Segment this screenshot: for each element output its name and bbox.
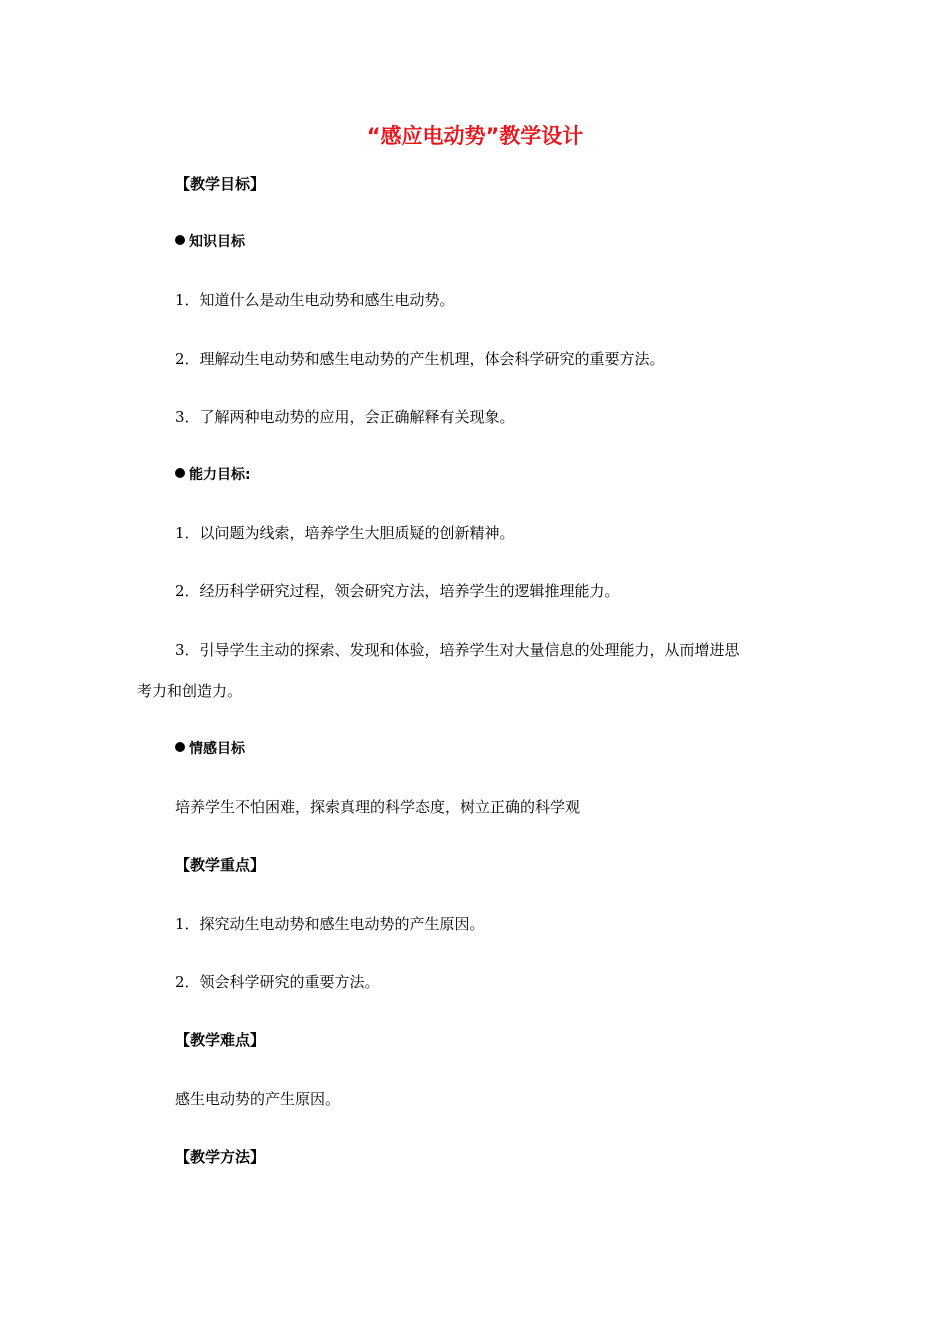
ability-goals-heading (175, 464, 251, 486)
ability-item-1: 1．以问题为线索，培养学生大胆质疑的创新精神。 (175, 524, 515, 542)
ability-item-3-continued: 考力和创造力。 (137, 682, 243, 700)
knowledge-item-2: 2．理解动生电动势和感生电动势的产生机理，体会科学研究的重要方法。 (175, 350, 665, 368)
knowledge-item-1: 1．知道什么是动生电动势和感生电动势。 (175, 291, 455, 309)
document-title: “感应电动势”教学设计 (366, 124, 584, 148)
key-item-2: 2．领会科学研究的重要方法。 (175, 973, 380, 991)
difficulty-heading: 【教学难点】 (175, 1031, 266, 1049)
knowledge-goals-label: 知识目标 (189, 234, 245, 250)
ability-item-3: 3．引导学生主动的探索、发现和体验，培养学生对大量信息的处理能力，从而增进思 (175, 641, 740, 659)
teaching-goals-heading: 【教学目标】 (175, 175, 266, 193)
knowledge-goals-heading (175, 231, 245, 253)
bullet-icon (175, 468, 185, 478)
emotion-goals-label: 情感目标 (189, 741, 245, 757)
key-points-heading: 【教学重点】 (175, 856, 266, 874)
knowledge-item-3: 3．了解两种电动势的应用，会正确解释有关现象。 (175, 408, 515, 426)
key-item-1: 1．探究动生电动势和感生电动势的产生原因。 (175, 915, 485, 933)
emotion-text: 培养学生不怕困难，探索真理的科学态度，树立正确的科学观 (175, 798, 581, 816)
bullet-icon (175, 235, 185, 245)
teaching-methods-heading: 【教学方法】 (175, 1148, 266, 1166)
emotion-goals-heading (175, 738, 245, 760)
ability-item-2: 2．经历科学研究过程，领会研究方法，培养学生的逻辑推理能力。 (175, 582, 620, 600)
difficulty-text: 感生电动势的产生原因。 (175, 1090, 341, 1108)
bullet-icon (175, 742, 185, 752)
ability-goals-label: 能力目标: (189, 467, 251, 483)
